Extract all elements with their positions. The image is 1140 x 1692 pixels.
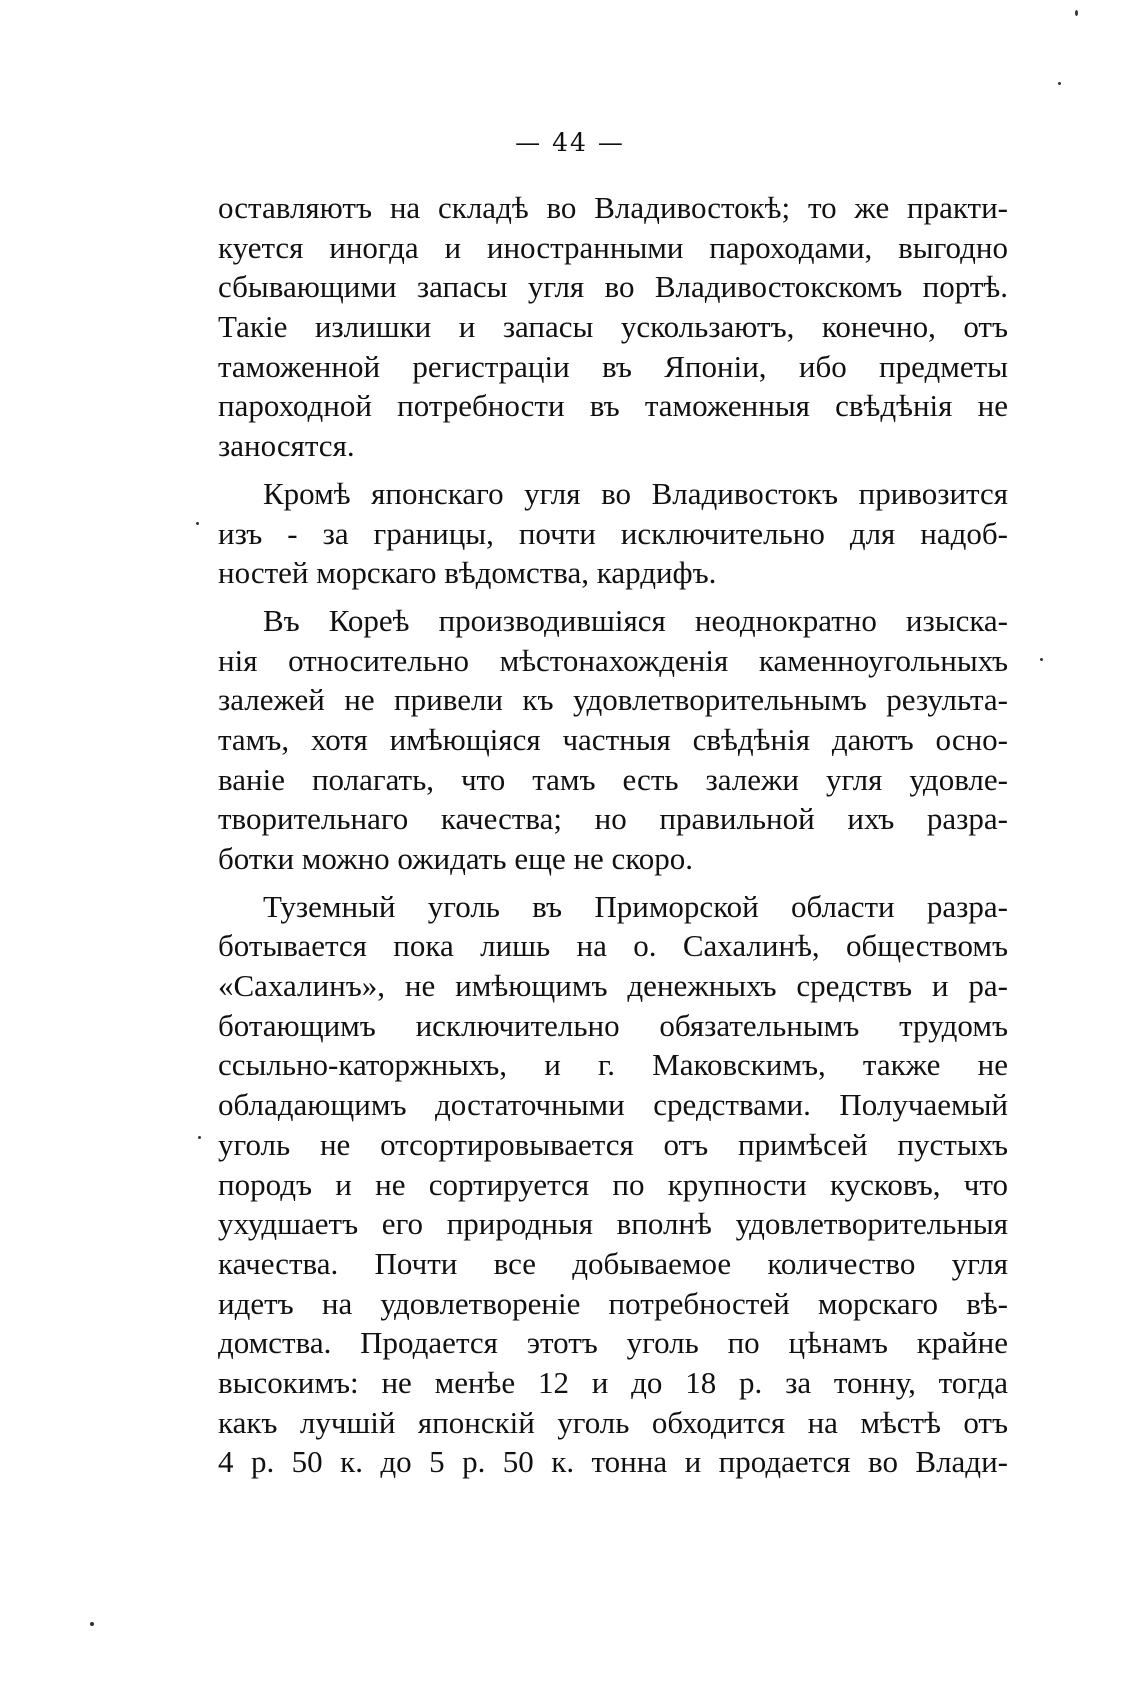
text-line: ссыльно-каторжныхъ, и г. Маковскимъ, также не: [218, 1047, 1008, 1083]
scan-speck: [1040, 658, 1043, 661]
text-line: нія относительно мѣстонахожденія каменноугольныхъ: [218, 642, 1008, 678]
text-line: ботающимъ исключительно обязательнымъ трудомъ: [218, 1007, 1008, 1043]
text-line: залежей не привели къ удовлетворительнымъ результа-: [218, 682, 1008, 718]
text-line: ухудшаетъ его природныя вполнѣ удовлетворительныя: [218, 1206, 1008, 1242]
text-line: сбывающими запасы угля во Владивостокскомъ портѣ.: [218, 269, 1008, 305]
text-line: ностей морскаго вѣдомства, кардифъ.: [218, 555, 717, 591]
text-line: куется иногда и иностранными пароходами, выгодно: [218, 229, 1008, 265]
text-line: какъ лучшій японскій уголь обходится на мѣстѣ отъ: [218, 1404, 1008, 1440]
text-line: обладающимъ достаточными средствами. Получаемый: [218, 1087, 1008, 1123]
text-line: Въ Кореѣ производившіяся неоднократно изыска-: [263, 602, 1008, 638]
paragraph-3: [218, 601, 1008, 879]
scan-speck: [90, 1622, 94, 1626]
text-line: изъ - за границы, почти исключительно для надоб-: [218, 515, 1008, 551]
scan-speck: [196, 522, 199, 525]
text-line: Туземный уголь въ Приморской области разра-: [263, 888, 1008, 924]
text-line: заносятся.: [218, 428, 355, 464]
paragraph-4: [218, 887, 1008, 1482]
text-line: ваніе полагать, что тамъ есть залежи угля удовле-: [218, 761, 1008, 797]
text-line: 4 р. 50 к. до 5 р. 50 к. тонна и продается во Влади-: [218, 1444, 1008, 1480]
text-line: пароходной потребности въ таможенныя свѣдѣнія не: [218, 388, 1008, 424]
text-line: породъ и не сортируется по крупности кусковъ, что: [218, 1166, 1008, 1202]
paragraph-1: [218, 188, 1008, 466]
text-line: высокимъ: не менѣе 12 и до 18 р. за тонну, тогда: [218, 1364, 1008, 1400]
page-number: — 44 —: [515, 128, 625, 157]
scan-speck: [198, 1136, 201, 1139]
text-line: таможенной регистраціи въ Японіи, ибо предметы: [218, 348, 1008, 384]
text-line: качества. Почти все добываемое количество угля: [218, 1245, 1008, 1281]
paragraph-2: [218, 474, 1008, 593]
text-line: «Сахалинъ», не имѣющимъ денежныхъ средствъ и ра-: [218, 968, 1008, 1004]
text-line: Такіе излишки и запасы ускользаютъ, конечно, отъ: [218, 309, 1008, 345]
body-text: [218, 188, 1008, 1490]
text-line: уголь не отсортировывается отъ примѣсей пустыхъ: [218, 1126, 1008, 1162]
text-line: идетъ на удовлетвореніе потребностей морскаго вѣ-: [218, 1285, 1008, 1321]
text-line: тамъ, хотя имѣющіяся частныя свѣдѣнія даютъ осно-: [218, 721, 1008, 757]
text-line: ботки можно ожидать еще не скоро.: [218, 841, 694, 876]
text-line: ботывается пока лишь на о. Сахалинѣ, обществомъ: [218, 928, 1008, 964]
scan-speck: [1075, 10, 1078, 16]
text-line: творительнаго качества; но правильной ихъ разра-: [218, 801, 1008, 837]
text-line: Кромѣ японскаго угля во Владивостокъ привозится: [263, 475, 1008, 511]
text-line: оставляютъ на складѣ во Владивостокѣ; то же практи-: [218, 190, 1008, 225]
text-line: домства. Продается этотъ уголь по цѣнамъ крайне: [218, 1325, 1008, 1361]
scan-speck: [1058, 82, 1061, 85]
